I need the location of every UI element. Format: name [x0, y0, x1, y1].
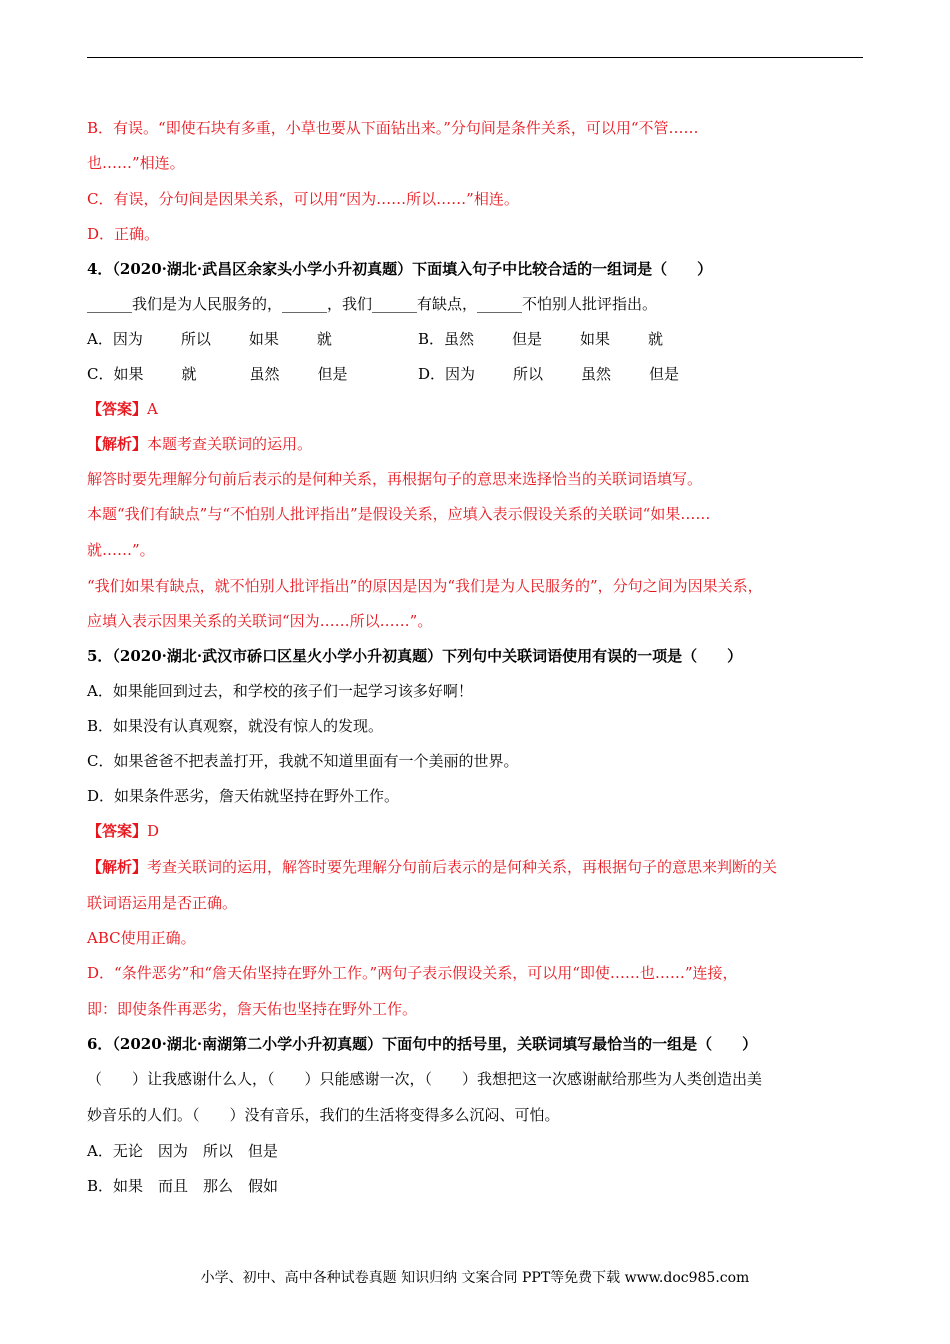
q4-analysis-line: “我们如果有缺点，就不怕别人批评指出”的原因是因为“我们是为人民服务的”，分句之间为因果关系， — [87, 577, 763, 595]
q6-option-b: B．如果 而且 那么 假如 — [87, 1177, 279, 1195]
q3-option-d: D．正确。 — [87, 225, 160, 243]
q3-option-b-line1: B．有误。“即使石块有多重，小草也要从下面钻出来。”分句间是条件关系，可以用“不管…… — [87, 119, 699, 137]
q4-analysis-line: 应填入表示因果关系的关联词“因为……所以……”。 — [87, 612, 433, 630]
q5-analysis-line: D．“条件恶劣”和“詹天佑坚持在野外工作。”两句子表示假设关系，可以用“即使……也……”连接， — [87, 964, 738, 982]
q6-option-a: A．无论 因为 所以 但是 — [87, 1142, 278, 1160]
q5-analysis-line: 即：即使条件再恶劣，詹天佑也坚持在野外工作。 — [87, 1000, 418, 1018]
q4-title: 4．（2020·湖北·武昌区余家头小学小升初真题）下面填入句子中比较合适的一组词是（ ） — [87, 260, 713, 278]
q3-option-b-line2: 也……”相连。 — [87, 154, 185, 172]
q4-stem: ______我们是为人民服务的，______，我们______有缺点，______不怕别人批评指出。 — [87, 295, 658, 313]
q4-option-c: C．如果 就 虽然 但是 — [87, 365, 348, 383]
q5-option-d: D．如果条件恶劣，詹天佑就坚持在野外工作。 — [87, 787, 400, 805]
q4-analysis-line: 本题“我们有缺点”与“不怕别人批评指出”是假设关系，应填入表示假设关系的关联词“如果…… — [87, 505, 711, 523]
q4-answer: 【答案】A — [87, 400, 158, 418]
q5-option-c: C．如果爸爸不把表盖打开，我就不知道里面有一个美丽的世界。 — [87, 752, 519, 770]
q4-option-b: B．虽然 但是 如果 就 — [418, 330, 664, 348]
page-footer: 小学、初中、高中各种试卷真题 知识归纳 文案合同 PPT等免费下载 www.doc985.com — [200, 1270, 750, 1286]
q5-option-a: A．如果能回到过去，和学校的孩子们一起学习该多好啊！ — [87, 682, 473, 700]
q4-analysis-line: 就……”。 — [87, 541, 155, 559]
q5-analysis-line: ABC使用正确。 — [87, 929, 196, 947]
q4-analysis: 【解析】本题考查关联词的运用。 — [87, 435, 313, 453]
q6-stem-line2: 妙音乐的人们。（ ）没有音乐，我们的生活将变得多么沉闷、可怕。 — [87, 1106, 560, 1124]
q5-answer: 【答案】D — [87, 822, 160, 840]
q6-title: 6．（2020·湖北·南湖第二小学小升初真题）下面句中的括号里，关联词填写最恰当的一组是（ ） — [87, 1035, 758, 1053]
q5-analysis-line: 联词语运用是否正确。 — [87, 894, 238, 912]
q5-title: 5．（2020·湖北·武汉市硚口区星火小学小升初真题）下列句中关联词语使用有误的一项是（ ） — [87, 647, 743, 665]
q6-stem-line1: （ ）让我感谢什么人，（ ）只能感谢一次，（ ）我想把这一次感谢献给那些为人类创造出美 — [87, 1070, 763, 1088]
q4-option-a: A．因为 所以 如果 就 — [87, 330, 332, 348]
q5-analysis: 【解析】考查关联词的运用，解答时要先理解分句前后表示的是何种关系，再根据句子的意思来判断的关 — [87, 858, 778, 876]
q4-analysis-line: 解答时要先理解分句前后表示的是何种关系，再根据句子的意思来选择恰当的关联词语填写。 — [87, 470, 703, 488]
q5-option-b: B．如果没有认真观察，就没有惊人的发现。 — [87, 717, 384, 735]
q3-option-c: C．有误，分句间是因果关系，可以用“因为……所以……”相连。 — [87, 190, 519, 208]
header-rule — [87, 57, 863, 58]
q4-option-d: D．因为 所以 虽然 但是 — [418, 365, 680, 383]
